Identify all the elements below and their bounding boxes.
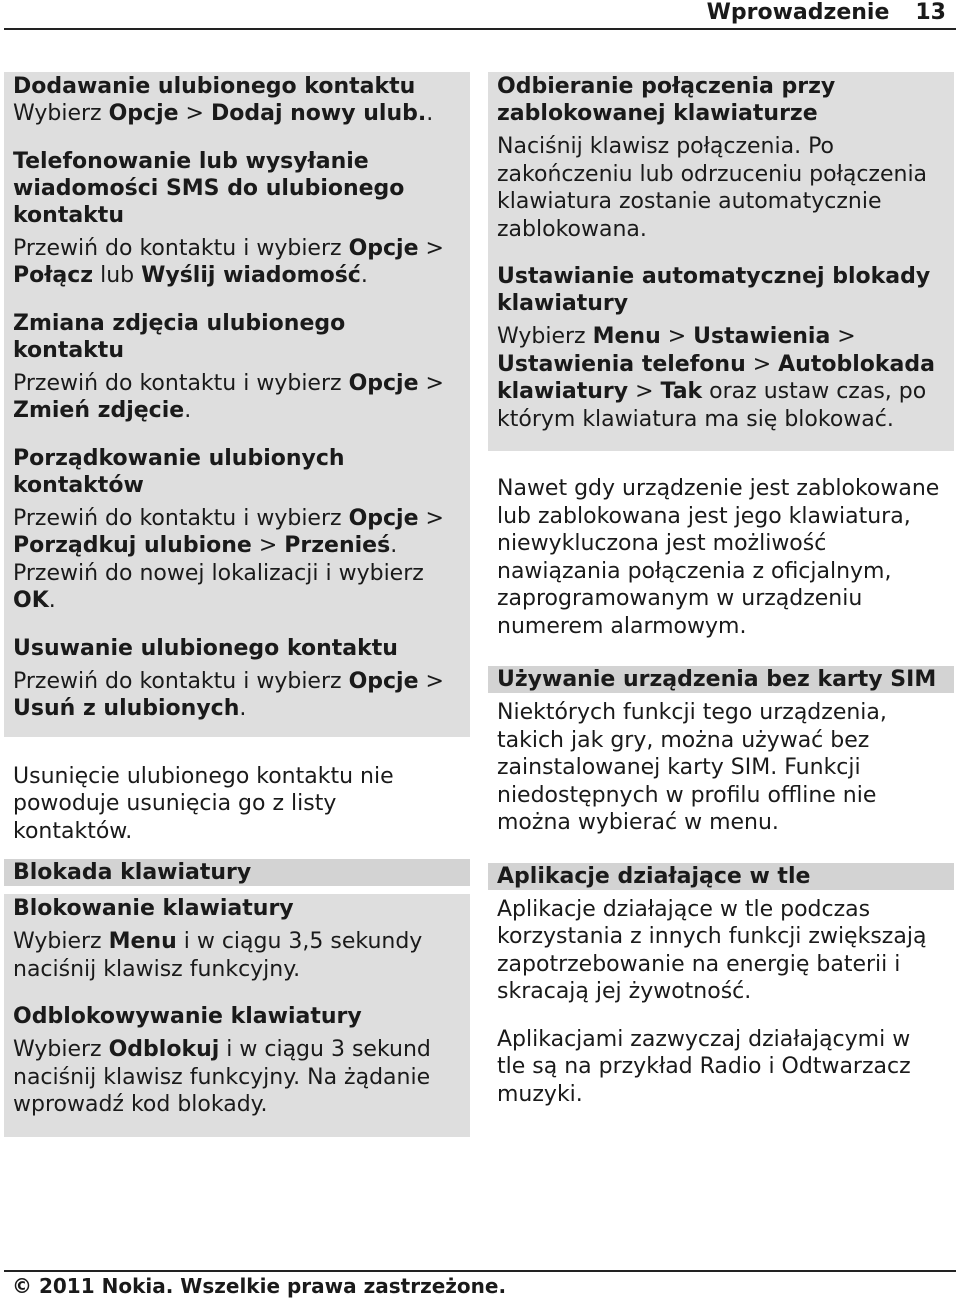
section-text: Wybierz Menu > Ustawienia > Ustawienia telefonu > Autoblokada klawiatury > Tak oraz ustaw czas, po którym klawiatura ma się blokować. [497, 324, 935, 432]
section-add-favorite [4, 73, 470, 128]
header-section-title: Wprowadzenie [706, 0, 890, 25]
header-rule [4, 28, 956, 30]
section-change-photo [4, 310, 470, 425]
section-text: Wybierz Opcje > Dodaj nowy ulub.. [13, 101, 434, 126]
section-title: Telefonowanie lub wysyłanie wiadomości SMS do ulubionego kontaktu [13, 148, 405, 228]
remove-favorite-note [4, 763, 470, 846]
section-sort-favorites [4, 445, 470, 615]
section-unlock-keypad [4, 1003, 470, 1119]
footer-rule [4, 1270, 956, 1272]
section-text: Naciśnij klawisz połączenia. Po zakończeniu lub odrzuceniu połączenia klawiatura zostanie automatycznie zablokowana. [497, 134, 928, 242]
copyright-footer: © 2011 Nokia. Wszelkie prawa zastrzeżone. [12, 1274, 507, 1298]
keypad-lock-box [4, 894, 470, 1137]
body-text: Aplikacje działające w tle podczas korzystania z innych funkcji zwiększają zapotrzebowanie na energię baterii i skracają jej żywotność. [497, 896, 927, 1004]
right-column [488, 72, 954, 1108]
emergency-note [488, 475, 954, 640]
section-band-no-sim: Używanie urządzenia bez karty SIM [488, 666, 954, 693]
section-text: Przewiń do kontaktu i wybierz Opcje > Połącz lub Wyślij wiadomość. [13, 235, 444, 288]
section-title: Blokowanie klawiatury [13, 896, 294, 921]
section-text: Przewiń do kontaktu i wybierz Opcje > Porządkuj ulubione > Przenieś. Przewiń do nowej lokalizacji i wybierz OK. [13, 505, 444, 613]
note-text: Nawet gdy urządzenie jest zablokowane lub zablokowana jest jego klawiatura, niewykluczona jest możliwość nawiązania połączenia z oficjalnym, zaprogramowanym w urządzeniu numerem alarmowym. [497, 476, 940, 639]
favorites-box [4, 72, 470, 737]
section-text: Wybierz Odblokuj i w ciągu 3 sekund naciśnij klawisz funkcyjny. Na żądanie wprowadź kod blokady. [13, 1037, 431, 1117]
note-text: Usunięcie ulubionego kontaktu nie powoduje usunięcia go z listy kontaktów. [13, 763, 394, 844]
section-band-keypad-lock: Blokada klawiatury [4, 859, 470, 886]
section-text: Przewiń do kontaktu i wybierz Opcje > Zmień zdjęcie. [13, 370, 444, 423]
page-number: 13 [915, 0, 946, 25]
section-lock-keypad [4, 895, 470, 983]
section-auto-lock [488, 263, 954, 433]
section-title: Porządkowanie ulubionych kontaktów [13, 445, 345, 498]
no-sim-text [488, 699, 954, 837]
section-title: Ustawianie automatycznej blokady klawiatury [497, 264, 931, 316]
section-answer-locked [488, 73, 954, 243]
body-text: Aplikacjami zazwyczaj działającymi w tle są na przykład Radio i Odtwarzacz muzyki. [497, 1026, 911, 1107]
section-text: Przewiń do kontaktu i wybierz Opcje > Usuń z ulubionych. [13, 668, 444, 721]
section-text: Wybierz Menu i w ciągu 3,5 sekundy naciśnij klawisz funkcyjny. [13, 929, 423, 982]
left-column [4, 72, 470, 1137]
section-remove-favorite [4, 635, 470, 723]
section-title: Zmiana zdjęcia ulubionego kontaktu [13, 310, 346, 363]
locked-keypad-box [488, 72, 954, 451]
section-title: Odblokowywanie klawiatury [13, 1004, 362, 1029]
section-title: Usuwanie ulubionego kontaktu [13, 635, 398, 661]
section-band-background-apps: Aplikacje działające w tle [488, 863, 954, 890]
running-header [707, 0, 946, 28]
section-title: Odbieranie połączenia przy zablokowanej klawiaturze [497, 74, 836, 126]
body-text: Niektórych funkcji tego urządzenia, takich jak gry, można używać bez zainstalowanej karty SIM. Funkcji niedostępnych w profilu offline nie można wybierać w menu. [497, 700, 887, 835]
section-title: Dodawanie ulubionego kontaktu [13, 74, 416, 99]
background-apps-text [488, 896, 954, 1109]
section-call-favorite [4, 148, 470, 290]
